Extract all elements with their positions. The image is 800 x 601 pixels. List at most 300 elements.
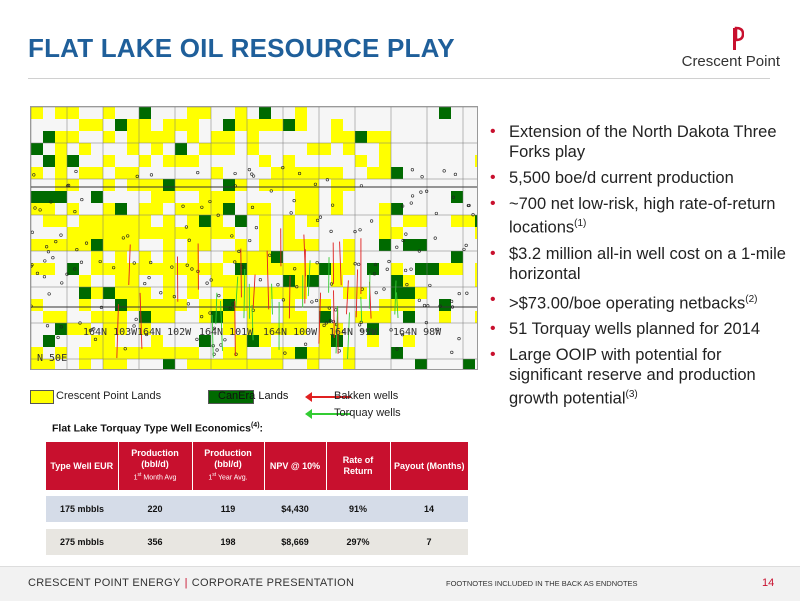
land-parcel [175,263,187,275]
land-parcel [235,359,247,369]
well-symbol [425,190,428,193]
well-symbol [81,198,84,201]
well-symbol [224,338,227,341]
well-symbol [443,170,446,173]
bullet-item [488,244,788,284]
land-parcel [55,191,67,203]
land-parcel [259,203,271,215]
land-map [30,106,478,370]
well-symbol [143,282,146,285]
land-parcel [295,107,307,119]
header-production-sub [195,470,262,483]
land-parcel [331,131,343,143]
land-parcel [283,299,295,311]
land-parcel [115,263,127,275]
bullet-icon: • [490,168,496,188]
well-symbol [418,299,421,302]
land-parcel [103,107,115,119]
land-parcel [319,347,331,359]
sub-text: 1 [208,475,212,482]
table-title-text: Flat Lake Torquay Type Well Economics [52,423,251,435]
land-parcel [127,227,139,239]
land-parcel [31,167,43,179]
land-parcel [379,239,391,251]
land-parcel [235,107,247,119]
land-parcel [163,239,175,251]
land-parcel [295,347,307,359]
logo-text: Crescent Point [682,53,780,70]
land-parcel [163,155,175,167]
land-parcel [223,131,235,143]
land-parcel [175,155,187,167]
well-symbol [44,260,47,263]
land-parcel [91,347,103,359]
header-production-label: Production (bbl/d) [121,448,190,470]
land-parcel [223,347,235,359]
cell-year-avg: 119 [192,496,264,523]
land-parcel [115,167,127,179]
cell-payout: 14 [390,496,468,523]
land-parcel [31,239,43,251]
well-symbol [150,174,153,177]
well-symbol [465,244,468,247]
footnote-ref: (3) [626,389,638,400]
land-parcel [199,179,211,191]
land-parcel [175,143,187,155]
land-parcel [403,299,415,311]
land-parcel [115,239,127,251]
land-parcel [115,359,127,369]
land-parcel [115,275,127,287]
well-symbol [425,321,428,324]
land-parcel [475,215,477,227]
land-parcel [139,215,151,227]
well-symbol [386,268,389,271]
land-parcel [139,347,151,359]
land-parcel [103,215,115,227]
land-parcel [187,215,199,227]
well-symbol [135,318,138,321]
land-parcel [379,143,391,155]
land-parcel [475,155,477,167]
well-symbol [290,212,293,215]
land-parcel [43,311,55,323]
cell-payout: 7 [390,529,468,556]
land-parcel [103,131,115,143]
land-parcel [115,311,127,323]
sub-text: Year Avg. [216,475,247,482]
land-parcel [91,287,103,299]
land-parcel [175,179,187,191]
land-parcel [139,179,151,191]
cell-ror: 297% [326,529,390,556]
well-symbol [60,282,63,285]
land-parcel [415,359,427,369]
well-symbol [383,288,386,291]
land-parcel [259,119,271,131]
land-parcel [331,179,343,191]
well-symbol [311,301,314,304]
land-parcel [439,311,451,323]
land-parcel [67,131,79,143]
land-parcel [223,191,235,203]
land-parcel [343,239,355,251]
land-parcel [31,191,43,203]
land-parcel [307,143,319,155]
land-parcel [199,191,211,203]
land-parcel [103,287,115,299]
land-parcel [331,203,343,215]
legend-torquay-label: Torquay wells [334,407,401,419]
land-parcel [367,167,379,179]
land-parcel [91,227,103,239]
land-parcel [247,143,259,155]
land-parcel [139,251,151,263]
land-parcel [307,359,319,369]
land-parcel [139,227,151,239]
well-symbol [411,168,414,171]
map-legend [30,388,470,422]
footer-company-name: CRESCENT POINT ENERGY [28,577,181,589]
land-parcel [115,203,127,215]
well-symbol [148,276,151,279]
land-parcel [79,275,91,287]
land-parcel [199,215,211,227]
land-parcel [307,203,319,215]
land-parcel [151,263,163,275]
land-parcel [79,299,91,311]
land-parcel [55,131,67,143]
land-parcel [283,167,295,179]
land-parcel [223,251,235,263]
township-label: N 50E [37,353,67,364]
well-symbol [421,175,424,178]
land-parcel [199,311,211,323]
land-parcel [463,215,475,227]
land-parcel [403,287,415,299]
land-parcel [139,155,151,167]
land-parcel [175,347,187,359]
footnote-ref: (4) [251,422,260,429]
footer-bar [0,566,800,601]
land-parcel [235,299,247,311]
land-parcel [451,191,463,203]
land-parcel [31,143,43,155]
land-parcel [187,287,199,299]
cell-ror: 91% [326,496,390,523]
land-parcel [199,107,211,119]
land-parcel [271,179,283,191]
well-symbol [450,351,453,354]
footnote-ref: (2) [745,294,757,305]
land-parcel [259,251,271,263]
well-symbol [206,282,209,285]
land-parcel [259,227,271,239]
land-parcel [379,203,391,215]
land-parcel [43,215,55,227]
land-parcel [259,239,271,251]
land-parcel [379,167,391,179]
land-parcel [343,287,355,299]
land-parcel [223,119,235,131]
land-parcel [247,311,259,323]
land-parcel [223,203,235,215]
well-symbol [75,170,78,173]
land-parcel [103,179,115,191]
bullet-text: $3.2 million all-in well cost on a 1-mile horizontal [509,245,786,283]
land-parcel [103,311,115,323]
bullet-icon: • [490,290,496,310]
land-parcel [475,275,477,287]
land-parcel [223,287,235,299]
land-parcel [67,203,79,215]
land-parcel [151,131,163,143]
well-symbol [259,278,262,281]
well-symbol [410,202,413,205]
land-parcel [151,203,163,215]
land-parcel [343,251,355,263]
land-parcel [247,119,259,131]
land-parcel [247,263,259,275]
header-production-sub [121,470,190,483]
land-parcel [151,299,163,311]
land-parcel [211,275,223,287]
land-parcel [451,215,463,227]
land-parcel [259,155,271,167]
land-parcel [475,263,477,275]
bullet-icon: • [490,194,496,214]
land-parcel [115,251,127,263]
land-parcel [91,191,103,203]
economics-table [46,442,468,556]
land-parcel [43,155,55,167]
sub-text: 1 [134,475,138,482]
land-parcel [391,263,403,275]
header-production-month [118,442,192,490]
sub-text: Month Avg [141,475,176,482]
land-parcel [31,299,43,311]
well-symbol [429,284,432,287]
land-parcel [127,347,139,359]
land-parcel [211,263,223,275]
land-parcel [127,179,139,191]
land-parcel [91,263,103,275]
land-parcel [55,179,67,191]
cell-npv: $8,669 [264,529,326,556]
land-parcel [343,359,355,369]
well-symbol [375,291,378,294]
well-symbol [388,260,391,263]
land-parcel [331,119,343,131]
land-parcel [403,275,415,287]
land-parcel [259,179,271,191]
well-symbol [80,261,83,264]
land-parcel [247,287,259,299]
land-parcel [211,143,223,155]
land-parcel [211,203,223,215]
well-symbol [277,283,280,286]
well-symbol [196,171,199,174]
well-symbol [52,256,55,259]
land-parcel [115,215,127,227]
land-parcel [43,203,55,215]
land-parcel [55,155,67,167]
land-parcel [235,215,247,227]
land-parcel [367,311,379,323]
land-parcel [247,251,259,263]
land-parcel [319,167,331,179]
well-symbol [248,168,251,171]
table-header-row [46,442,468,490]
land-parcel [283,215,295,227]
land-parcel [343,263,355,275]
land-parcel [43,335,55,347]
land-parcel [79,119,91,131]
township-label: 164N 102W [137,327,192,338]
well-symbol [466,292,469,295]
land-parcel [187,107,199,119]
land-parcel [295,311,307,323]
well-symbol [48,293,51,296]
land-parcel [55,311,67,323]
well-symbol [358,324,361,327]
bullet-icon: • [490,319,496,339]
well-symbol [43,275,46,278]
land-parcel [79,287,91,299]
land-parcel [331,167,343,179]
land-parcel [355,155,367,167]
land-parcel [163,131,175,143]
header-production-label: Production (bbl/d) [195,448,262,470]
land-parcel [307,239,319,251]
land-parcel [223,179,235,191]
land-parcel [139,131,151,143]
well-symbol [319,216,322,219]
sub-sup: st [138,472,142,478]
land-parcel [439,107,451,119]
land-parcel [211,131,223,143]
land-parcel [115,299,127,311]
header-npv: NPV @ 10% [264,442,326,490]
land-parcel [211,359,223,369]
land-parcel [475,227,477,239]
land-parcel [187,119,199,131]
well-symbol [315,299,318,302]
land-parcel [307,191,319,203]
land-parcel [139,287,151,299]
land-parcel [79,359,91,369]
land-parcel [475,311,477,323]
land-parcel [283,239,295,251]
township-label: 164N 100W [263,327,318,338]
legend-crescent-label: Crescent Point Lands [56,390,161,402]
land-parcel [283,287,295,299]
land-parcel [151,143,163,155]
land-parcel [295,179,307,191]
township-label: 164N 103W [83,327,138,338]
bullet-icon: • [490,345,496,365]
land-parcel [211,167,223,179]
land-parcel [427,263,439,275]
land-parcel [199,239,211,251]
land-parcel [55,215,67,227]
land-parcel [175,299,187,311]
township-label: 164N 99W [329,327,378,338]
land-parcel [379,227,391,239]
well-symbol [359,228,362,231]
land-parcel [187,155,199,167]
land-parcel [103,239,115,251]
land-parcel [127,131,139,143]
land-parcel [103,347,115,359]
footer-deck-name: CORPORATE PRESENTATION [192,577,354,589]
well-symbol [57,336,60,339]
bullet-item [488,168,788,188]
land-parcel [367,263,379,275]
land-parcel [271,287,283,299]
land-parcel [391,203,403,215]
land-parcel [163,359,175,369]
well-symbol [159,291,162,294]
land-parcel [223,143,235,155]
land-parcel [163,251,175,263]
land-parcel [91,311,103,323]
township-label: 164N 98W [393,327,442,338]
land-parcel [307,215,319,227]
land-parcel [151,179,163,191]
well-symbol [357,263,360,266]
bullet-text: Extension of the North Dakota Three Forks play [509,123,777,161]
well-symbol [411,195,414,198]
land-parcel [151,347,163,359]
land-parcel [151,311,163,323]
land-parcel [127,143,139,155]
land-parcel [403,239,415,251]
land-parcel [79,167,91,179]
well-symbol [434,237,437,240]
township-label: 164N 101W [199,327,254,338]
land-parcel [223,227,235,239]
well-symbol [252,175,255,178]
land-parcel [55,323,67,335]
bullet-item [488,290,788,314]
land-parcel [103,155,115,167]
land-parcel [343,131,355,143]
well-symbol [395,246,398,249]
well-symbol [423,304,426,307]
land-parcel [163,227,175,239]
bullet-text: 5,500 boe/d current production [509,169,734,187]
land-parcel [115,227,127,239]
land-parcel [163,119,175,131]
table-row [46,496,468,523]
land-parcel [55,107,67,119]
land-parcel [415,239,427,251]
land-parcel [163,299,175,311]
land-parcel [79,143,91,155]
land-parcel [247,131,259,143]
crescent-point-logo [672,22,784,72]
land-parcel [235,179,247,191]
land-parcel [115,287,127,299]
land-parcel [127,167,139,179]
bullet-item [488,345,788,409]
cell-npv: $4,430 [264,496,326,523]
land-parcel [79,239,91,251]
land-parcel [187,275,199,287]
land-parcel [391,275,403,287]
well-symbol [304,343,307,346]
